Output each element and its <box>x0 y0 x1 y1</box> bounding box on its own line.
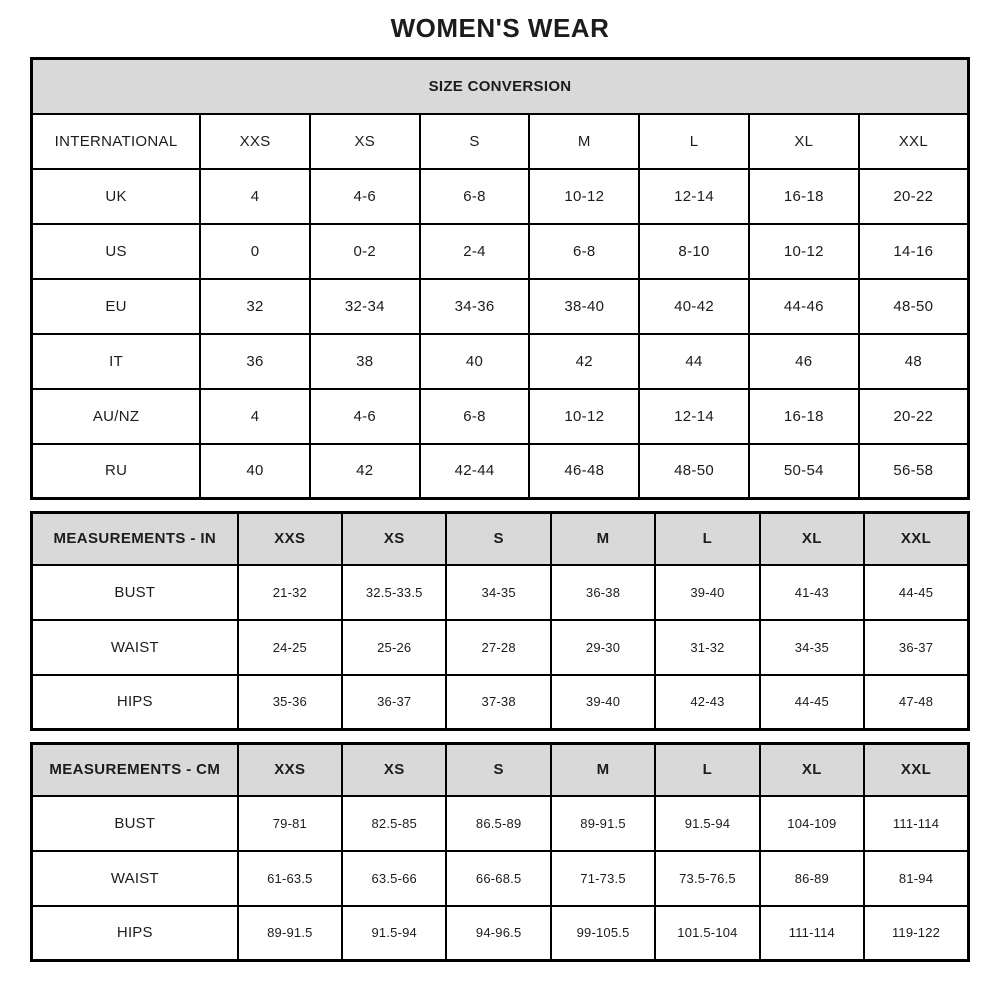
size-col-header: L <box>639 114 749 169</box>
cell-value: 48-50 <box>859 279 969 334</box>
cell-value: 38 <box>310 334 420 389</box>
size-col-header: L <box>655 744 759 796</box>
cell-value: 66-68.5 <box>446 851 550 906</box>
table-row <box>32 169 969 224</box>
size-conversion-table <box>30 57 970 500</box>
table-row <box>32 796 969 851</box>
cell-value: 42 <box>310 444 420 499</box>
table-row <box>32 389 969 444</box>
cell-value: 46-48 <box>529 444 639 499</box>
table-row <box>32 565 969 620</box>
cell-value: 10-12 <box>529 389 639 444</box>
cell-value: 81-94 <box>864 851 968 906</box>
table-caption-row <box>32 59 969 114</box>
cell-value: 16-18 <box>749 169 859 224</box>
size-col-header: XXS <box>200 114 310 169</box>
cell-value: 91.5-94 <box>655 796 759 851</box>
row-label: IT <box>32 334 201 389</box>
row-label: WAIST <box>32 620 238 675</box>
cell-value: 32-34 <box>310 279 420 334</box>
cell-value: 40 <box>420 334 530 389</box>
measurements-cm-heading: MEASUREMENTS - CM <box>32 744 238 796</box>
measurements-in-rows <box>32 565 969 730</box>
cell-value: 12-14 <box>639 389 749 444</box>
measurements-in-table <box>30 511 970 731</box>
cell-value: 89-91.5 <box>238 906 342 961</box>
cell-value: 71-73.5 <box>551 851 655 906</box>
cell-value: 101.5-104 <box>655 906 759 961</box>
cell-value: 29-30 <box>551 620 655 675</box>
cell-value: 119-122 <box>864 906 968 961</box>
cell-value: 14-16 <box>859 224 969 279</box>
cell-value: 39-40 <box>551 675 655 730</box>
cell-value: 111-114 <box>760 906 864 961</box>
cell-value: 12-14 <box>639 169 749 224</box>
cell-value: 41-43 <box>760 565 864 620</box>
size-col-header: XS <box>342 513 446 565</box>
cell-value: 82.5-85 <box>342 796 446 851</box>
cell-value: 36-37 <box>864 620 968 675</box>
cell-value: 16-18 <box>749 389 859 444</box>
row-label: UK <box>32 169 201 224</box>
cell-value: 35-36 <box>238 675 342 730</box>
size-col-header: S <box>446 513 550 565</box>
cell-value: 89-91.5 <box>551 796 655 851</box>
row-label: EU <box>32 279 201 334</box>
size-col-header: XXL <box>864 744 968 796</box>
cell-value: 48 <box>859 334 969 389</box>
size-col-header: S <box>446 744 550 796</box>
cell-value: 10-12 <box>529 169 639 224</box>
size-col-header: XL <box>760 744 864 796</box>
cell-value: 6-8 <box>420 389 530 444</box>
cell-value: 20-22 <box>859 389 969 444</box>
table-row <box>32 620 969 675</box>
cell-value: 63.5-66 <box>342 851 446 906</box>
cell-value: 44 <box>639 334 749 389</box>
cell-value: 36-37 <box>342 675 446 730</box>
cell-value: 4-6 <box>310 169 420 224</box>
cell-value: 0 <box>200 224 310 279</box>
size-col-header: M <box>529 114 639 169</box>
cell-value: 48-50 <box>639 444 749 499</box>
cell-value: 104-109 <box>760 796 864 851</box>
cell-value: 40-42 <box>639 279 749 334</box>
cell-value: 38-40 <box>529 279 639 334</box>
measurements-in-header-row <box>32 513 969 565</box>
size-col-header: M <box>551 744 655 796</box>
cell-value: 47-48 <box>864 675 968 730</box>
cell-value: 79-81 <box>238 796 342 851</box>
cell-value: 32 <box>200 279 310 334</box>
size-col-header: M <box>551 513 655 565</box>
cell-value: 24-25 <box>238 620 342 675</box>
table-row <box>32 224 969 279</box>
row-label: BUST <box>32 565 238 620</box>
size-col-header: XXL <box>859 114 969 169</box>
size-col-header: L <box>655 513 759 565</box>
size-conversion-heading: SIZE CONVERSION <box>32 59 969 114</box>
cell-value: 4-6 <box>310 389 420 444</box>
cell-value: 94-96.5 <box>446 906 550 961</box>
cell-value: 39-40 <box>655 565 759 620</box>
cell-value: 32.5-33.5 <box>342 565 446 620</box>
table-row <box>32 675 969 730</box>
cell-value: 34-36 <box>420 279 530 334</box>
cell-value: 44-45 <box>864 565 968 620</box>
measurements-cm-table <box>30 742 970 962</box>
size-col-header: XXS <box>238 744 342 796</box>
cell-value: 27-28 <box>446 620 550 675</box>
size-conversion-rows <box>32 169 969 499</box>
size-col-header: XL <box>760 513 864 565</box>
cell-value: 4 <box>200 389 310 444</box>
cell-value: 42 <box>529 334 639 389</box>
size-col-header: XS <box>310 114 420 169</box>
row-label: AU/NZ <box>32 389 201 444</box>
cell-value: 86-89 <box>760 851 864 906</box>
cell-value: 34-35 <box>760 620 864 675</box>
cell-value: 37-38 <box>446 675 550 730</box>
cell-value: 31-32 <box>655 620 759 675</box>
cell-value: 91.5-94 <box>342 906 446 961</box>
row-label: HIPS <box>32 906 238 961</box>
cell-value: 42-43 <box>655 675 759 730</box>
row-label: WAIST <box>32 851 238 906</box>
size-col-header: XL <box>749 114 859 169</box>
cell-value: 46 <box>749 334 859 389</box>
measurements-cm-rows <box>32 796 969 961</box>
table-row <box>32 279 969 334</box>
cell-value: 73.5-76.5 <box>655 851 759 906</box>
row-label: US <box>32 224 201 279</box>
cell-value: 4 <box>200 169 310 224</box>
table-row <box>32 906 969 961</box>
table-row <box>32 444 969 499</box>
cell-value: 0-2 <box>310 224 420 279</box>
cell-value: 20-22 <box>859 169 969 224</box>
cell-value: 40 <box>200 444 310 499</box>
row-label: RU <box>32 444 201 499</box>
cell-value: 34-35 <box>446 565 550 620</box>
cell-value: 36 <box>200 334 310 389</box>
size-col-header: XXL <box>864 513 968 565</box>
cell-value: 99-105.5 <box>551 906 655 961</box>
cell-value: 8-10 <box>639 224 749 279</box>
size-header-row <box>32 114 969 169</box>
cell-value: 61-63.5 <box>238 851 342 906</box>
cell-value: 42-44 <box>420 444 530 499</box>
cell-value: 6-8 <box>529 224 639 279</box>
size-col-header: S <box>420 114 530 169</box>
cell-value: 36-38 <box>551 565 655 620</box>
measurements-in-heading: MEASUREMENTS - IN <box>32 513 238 565</box>
table-row <box>32 851 969 906</box>
row-label: HIPS <box>32 675 238 730</box>
cell-value: 44-45 <box>760 675 864 730</box>
cell-value: 2-4 <box>420 224 530 279</box>
cell-value: 50-54 <box>749 444 859 499</box>
cell-value: 86.5-89 <box>446 796 550 851</box>
cell-value: 25-26 <box>342 620 446 675</box>
cell-value: 44-46 <box>749 279 859 334</box>
measurements-cm-header-row <box>32 744 969 796</box>
page-title: WOMEN'S WEAR <box>390 13 610 43</box>
size-col-header: XXS <box>238 513 342 565</box>
cell-value: 10-12 <box>749 224 859 279</box>
size-col-header: XS <box>342 744 446 796</box>
table-row <box>32 334 969 389</box>
row-label: BUST <box>32 796 238 851</box>
cell-value: 21-32 <box>238 565 342 620</box>
cell-value: 56-58 <box>859 444 969 499</box>
cell-value: 6-8 <box>420 169 530 224</box>
row-label-international: INTERNATIONAL <box>32 114 201 169</box>
cell-value: 111-114 <box>864 796 968 851</box>
